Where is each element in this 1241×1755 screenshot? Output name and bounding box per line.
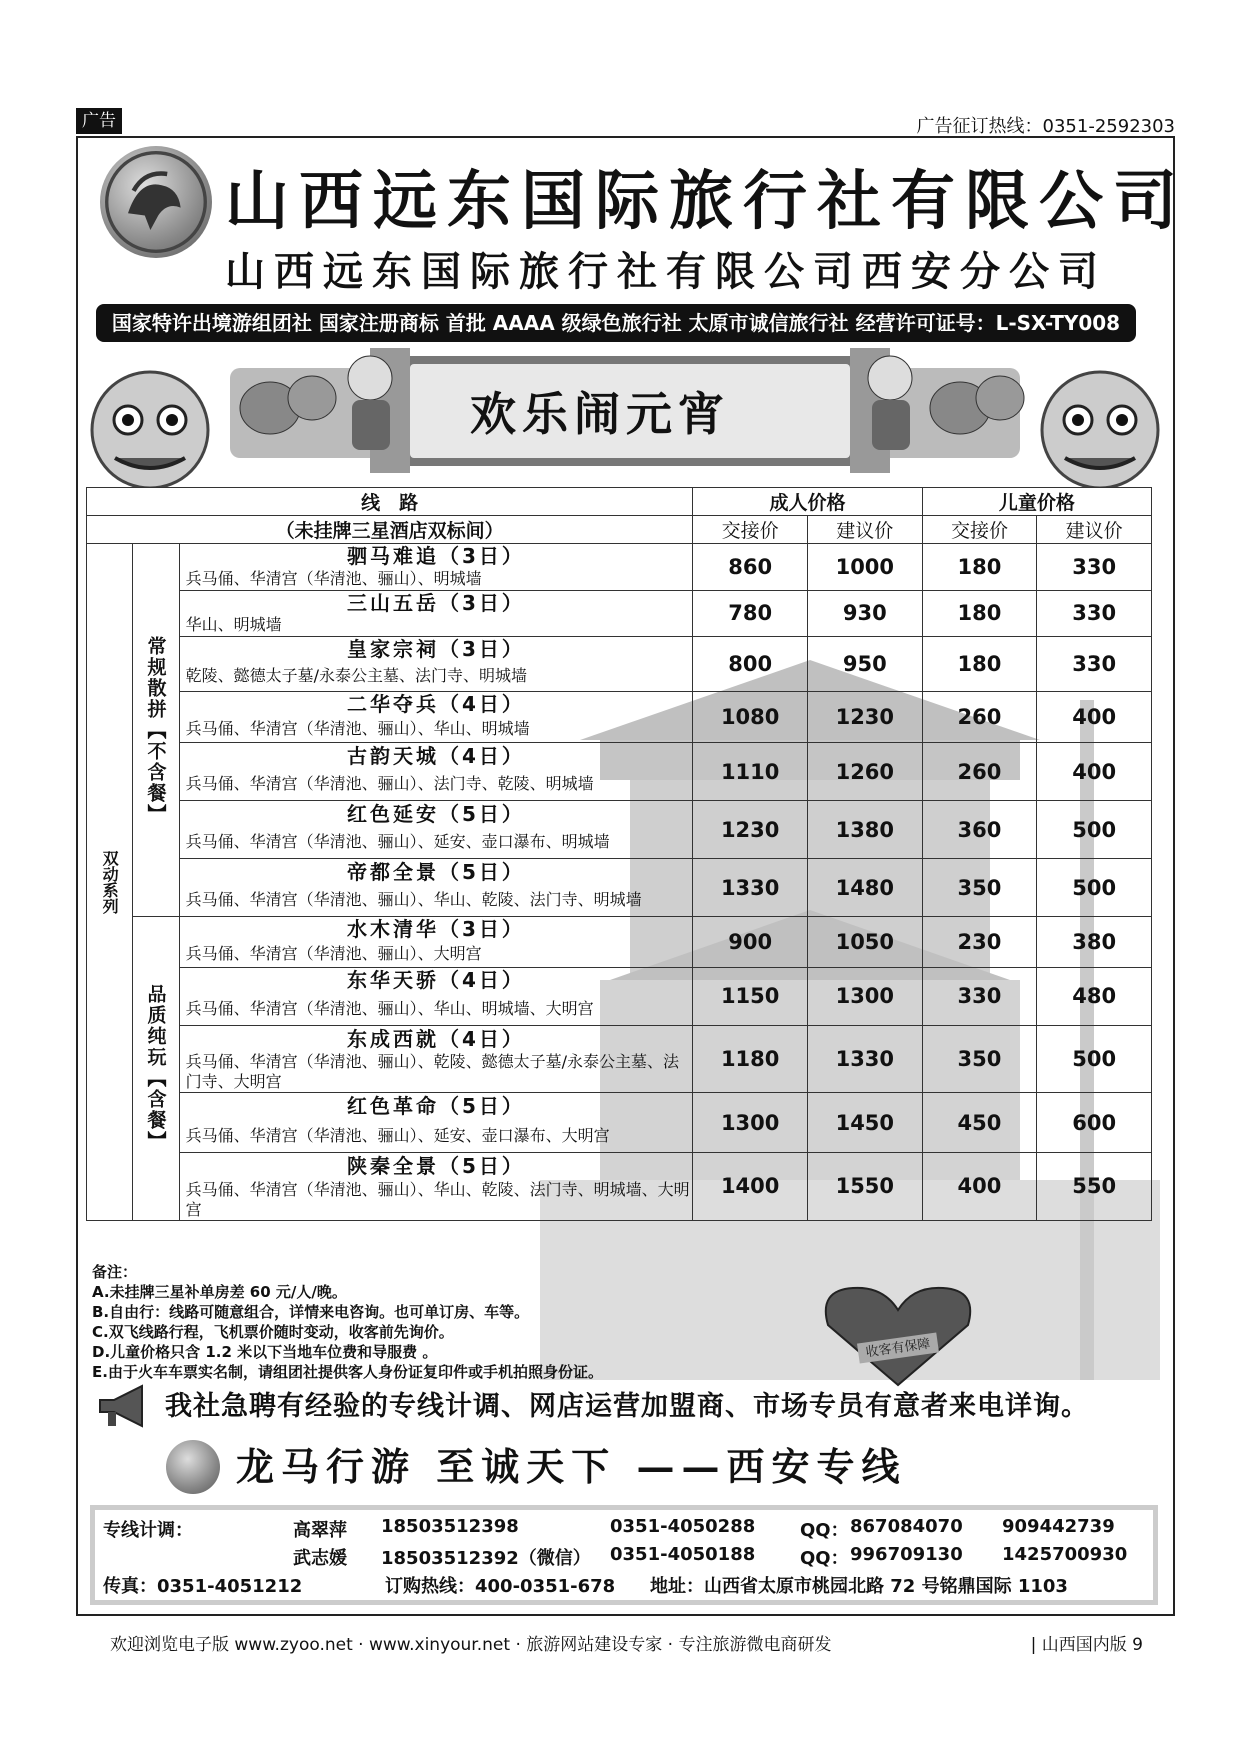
contact-mobile: 18503512398 xyxy=(381,1516,519,1537)
price-cell: 400 xyxy=(1037,743,1152,801)
price-cell: 1330 xyxy=(693,859,808,917)
route-name: 古韵天城（4日） xyxy=(179,743,693,769)
price-cell: 1450 xyxy=(807,1093,922,1153)
qq-label: QQ： xyxy=(800,1520,849,1541)
route-desc: 兵马俑、华清宫（华清池、骊山）、大明宫 xyxy=(179,941,693,967)
route-desc: 兵马俑、华清宫（华清池、骊山）、延安、壶口瀑布、明城墙 xyxy=(179,827,693,859)
credentials-bar: 国家特许出境游组团社 国家注册商标 首批 AAAA 级绿色旅行社 太原市诚信旅行社 经营许可证号：L-SX-TY008 xyxy=(96,304,1136,342)
ad-hotline: 广告征订热线：0351-2592303 xyxy=(916,116,1175,137)
route-name: 红色延安（5日） xyxy=(179,801,693,827)
price-cell: 500 xyxy=(1037,859,1152,917)
price-cell: 350 xyxy=(922,859,1037,917)
ad-tag: 广告 xyxy=(76,108,122,134)
contact-qq: 1425700930 xyxy=(1002,1544,1128,1565)
route-desc: 兵马俑、华清宫（华清池、骊山）、法门寺、乾陵、明城墙 xyxy=(179,769,693,801)
adult-settle-price-header: 交接价 xyxy=(693,516,808,544)
route-desc: 兵马俑、华清宫（华清池、骊山）、延安、壶口瀑布、大明宫 xyxy=(179,1120,693,1153)
group-label: 常规散拼【不含餐】 xyxy=(133,544,179,917)
table-row xyxy=(87,1153,1152,1180)
route-name: 东华天骄（4日） xyxy=(179,967,693,993)
note-item: E.由于火车车票实名制，请组团社提供客人身份证复印件或手机拍照身份证。 xyxy=(92,1363,603,1381)
price-cell: 360 xyxy=(922,801,1037,859)
heart-text: 收客有保障 xyxy=(864,1336,932,1361)
dragon-horse-small-logo-icon xyxy=(166,1440,220,1494)
route-desc: 兵马俑、华清宫（华清池、骊山）、乾陵、懿德太子墓/永泰公主墓、法门寺、大明宫 xyxy=(179,1052,693,1093)
footer-text: 欢迎浏览电子版 www.zyoo.net · www.xinyour.net · 旅游网站建设专家 · 专注旅游微电商研发 xyxy=(110,1635,832,1655)
note-item: C.双飞线路行程，飞机票价随时变动，收客前先询价。 xyxy=(92,1323,454,1341)
contact-qq: 909442739 xyxy=(1002,1516,1115,1537)
price-cell: 860 xyxy=(693,544,808,591)
note-item: D.儿童价格只含 1.2 米以下当地车位费和导服费 。 xyxy=(92,1343,438,1361)
price-cell: 1400 xyxy=(693,1153,808,1221)
price-cell: 180 xyxy=(922,544,1037,591)
adult-suggested-price-header: 建议价 xyxy=(807,516,922,544)
company-name: 山西远东国际旅行社有限公司 xyxy=(225,164,1187,239)
contact-qq: 867084070 xyxy=(850,1516,963,1537)
price-cell: 1380 xyxy=(807,801,922,859)
route-desc: 兵马俑、华清宫（华清池、骊山）、华山、明城墙 xyxy=(179,716,693,743)
price-cell: 400 xyxy=(922,1153,1037,1221)
notes-section xyxy=(92,1262,603,1382)
price-cell: 900 xyxy=(693,917,808,968)
price-cell: 1480 xyxy=(807,859,922,917)
price-cell: 600 xyxy=(1037,1093,1152,1153)
route-name: 三山五岳（3日） xyxy=(179,590,693,615)
child-figure-icon-right xyxy=(868,356,912,450)
route-name: 东成西就（4日） xyxy=(179,1025,693,1052)
table-row xyxy=(87,637,1152,662)
table-row xyxy=(87,1025,1152,1052)
route-subheader: （未挂牌三星酒店双标间） xyxy=(87,516,693,544)
table-row xyxy=(87,1093,1152,1120)
order-hotline: 订购热线：400-0351-678 xyxy=(385,1576,616,1597)
route-header: 线 路 xyxy=(87,488,693,516)
route-desc: 兵马俑、华清宫（华清池、骊山）、华山、明城墙、大明宫 xyxy=(179,993,693,1025)
note-item: A.未挂牌三星补单房差 60 元/人/晚。 xyxy=(92,1283,347,1301)
dragon-horse-logo-icon xyxy=(100,146,212,258)
table-row xyxy=(87,967,1152,993)
slogan: 龙马行游 至诚天下 ——西安专线 xyxy=(236,1444,907,1489)
route-name: 皇家宗祠（3日） xyxy=(179,637,693,662)
price-cell: 550 xyxy=(1037,1153,1152,1221)
price-cell: 1180 xyxy=(693,1025,808,1093)
price-cell: 930 xyxy=(807,590,922,637)
price-cell: 1230 xyxy=(807,691,922,743)
footer-page-number: | 山西国内版 9 xyxy=(1030,1635,1143,1655)
route-name: 水木清华（3日） xyxy=(179,917,693,942)
group-label: 品质纯玩【含餐】 xyxy=(133,917,179,1221)
price-cell: 500 xyxy=(1037,1025,1152,1093)
table-row xyxy=(87,801,1152,827)
table-row xyxy=(87,917,1152,942)
route-name: 陕秦全景（5日） xyxy=(179,1153,693,1180)
fax: 传真：0351-4051212 xyxy=(103,1576,303,1597)
contact-mobile: 18503512392（微信） xyxy=(381,1548,591,1569)
child-suggested-price-header: 建议价 xyxy=(1037,516,1152,544)
price-cell: 230 xyxy=(922,917,1037,968)
price-cell: 330 xyxy=(922,967,1037,1025)
table-row xyxy=(87,743,1152,769)
price-cell: 380 xyxy=(1037,917,1152,968)
table-row xyxy=(87,544,1152,569)
branch-name: 山西远东国际旅行社有限公司西安分公司 xyxy=(225,248,1107,295)
qq-label: QQ： xyxy=(800,1548,849,1569)
table-row xyxy=(87,691,1152,716)
price-cell: 1050 xyxy=(807,917,922,968)
price-cell: 260 xyxy=(922,743,1037,801)
route-name: 帝都全景（5日） xyxy=(179,859,693,885)
notes-title: 备注： xyxy=(92,1263,138,1281)
price-cell: 1000 xyxy=(807,544,922,591)
price-cell: 1110 xyxy=(693,743,808,801)
route-desc: 兵马俑、华清宫（华清池、骊山）、明城墙 xyxy=(179,568,693,590)
route-desc: 兵马俑、华清宫（华清池、骊山）、华山、乾陵、法门寺、明城墙 xyxy=(179,885,693,917)
route-desc: 乾陵、懿德太子墓/永泰公主墓、法门寺、明城墙 xyxy=(179,661,693,691)
table-row xyxy=(87,859,1152,885)
series-label: 双动系列 xyxy=(87,544,133,1221)
price-cell: 330 xyxy=(1037,590,1152,637)
adult-price-header: 成人价格 xyxy=(693,488,922,516)
contact-box xyxy=(90,1505,1158,1605)
contact-tel: 0351-4050188 xyxy=(610,1544,756,1565)
recruitment-notice: 我社急聘有经验的专线计调、网店运营加盟商、市场专员有意者来电详询。 xyxy=(165,1391,1089,1422)
price-cell: 780 xyxy=(693,590,808,637)
price-cell: 1550 xyxy=(807,1153,922,1221)
price-cell: 800 xyxy=(693,637,808,692)
price-cell: 1150 xyxy=(693,967,808,1025)
contact-name: 武志媛 xyxy=(293,1548,347,1569)
contact-label: 专线计调： xyxy=(103,1520,193,1541)
price-cell: 1260 xyxy=(807,743,922,801)
megaphone-icon xyxy=(96,1382,152,1430)
price-cell: 1300 xyxy=(693,1093,808,1153)
lion-head-icon-left xyxy=(92,372,208,488)
price-cell: 450 xyxy=(922,1093,1037,1153)
child-price-header: 儿童价格 xyxy=(922,488,1151,516)
price-cell: 350 xyxy=(922,1025,1037,1093)
contact-tel: 0351-4050288 xyxy=(610,1516,756,1537)
route-name: 驷马难追（3日） xyxy=(179,544,693,569)
address: 地址：山西省太原市桃园北路 72 号铭鼎国际 1103 xyxy=(650,1576,1068,1597)
banner-title: 欢乐闹元宵 xyxy=(470,387,730,441)
price-cell: 1300 xyxy=(807,967,922,1025)
contact-name: 高翠萍 xyxy=(293,1520,347,1541)
price-cell: 1230 xyxy=(693,801,808,859)
route-desc: 华山、明城墙 xyxy=(179,615,693,637)
child-settle-price-header: 交接价 xyxy=(922,516,1037,544)
price-cell: 400 xyxy=(1037,691,1152,743)
price-cell: 180 xyxy=(922,637,1037,692)
price-cell: 500 xyxy=(1037,801,1152,859)
route-desc: 兵马俑、华清宫（华清池、骊山）、华山、乾陵、法门寺、明城墙、大明宫 xyxy=(179,1180,693,1221)
contact-qq: 996709130 xyxy=(850,1544,963,1565)
price-cell: 1080 xyxy=(693,691,808,743)
child-figure-icon-left xyxy=(348,356,392,450)
route-price-table xyxy=(86,487,1152,1221)
lion-head-icon-right xyxy=(1042,372,1158,488)
price-cell: 1330 xyxy=(807,1025,922,1093)
price-cell: 330 xyxy=(1037,544,1152,591)
route-name: 红色革命（5日） xyxy=(179,1093,693,1120)
table-row xyxy=(87,590,1152,615)
price-cell: 260 xyxy=(922,691,1037,743)
price-cell: 180 xyxy=(922,590,1037,637)
route-name: 二华夺兵（4日） xyxy=(179,691,693,716)
price-cell: 950 xyxy=(807,637,922,692)
price-cell: 480 xyxy=(1037,967,1152,1025)
note-item: B.自由行：线路可随意组合，详情来电咨询。也可单订房、车等。 xyxy=(92,1303,530,1321)
heart-badge-icon xyxy=(818,1280,978,1390)
price-cell: 330 xyxy=(1037,637,1152,692)
